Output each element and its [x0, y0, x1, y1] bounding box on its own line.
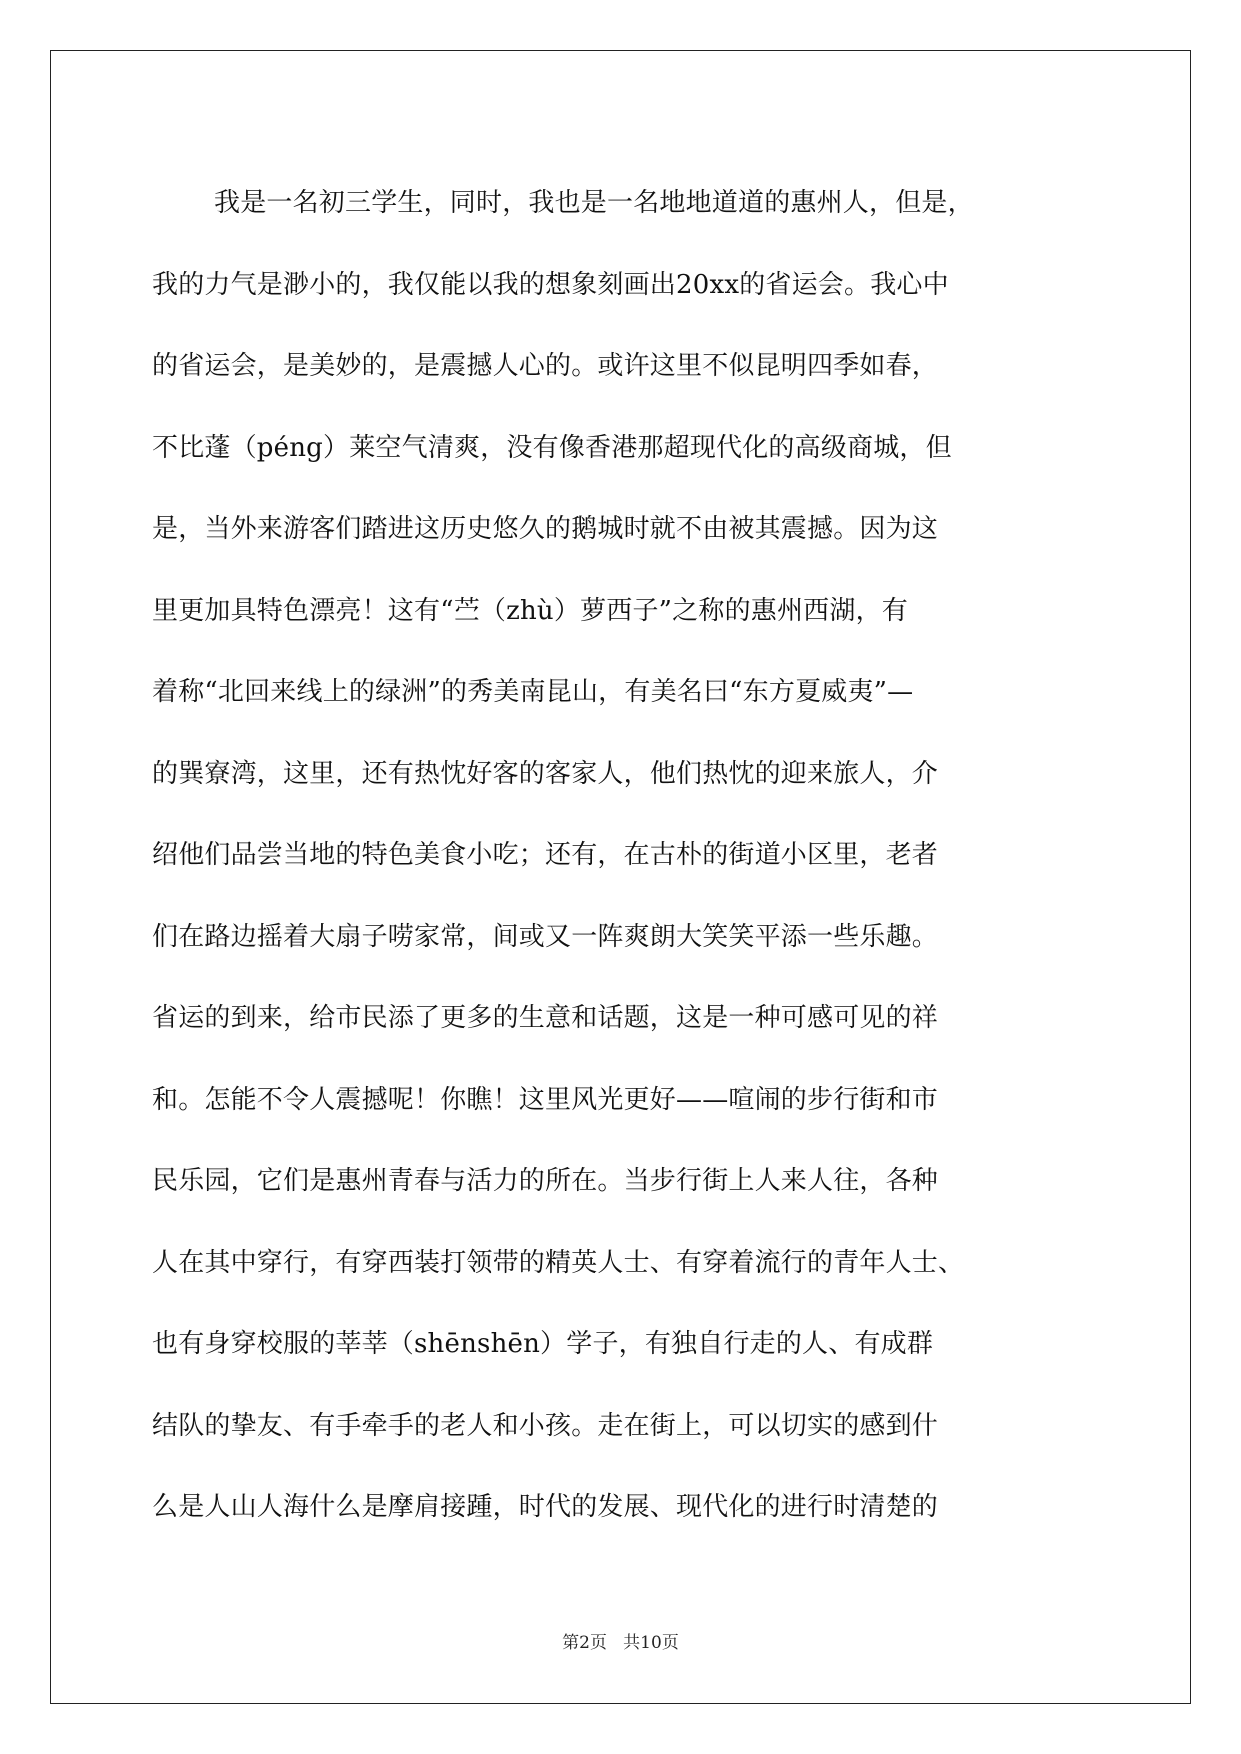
- paragraph-line: 里更加具特色漂亮！这有“苎（zhù）萝西子”之称的惠州西湖，有: [152, 595, 908, 626]
- paragraph-line: 是，当外来游客们踏进这历史悠久的鹅城时就不由被其震撼。因为这: [152, 514, 939, 544]
- paragraph-line: 也有身穿校服的莘莘（shēnshēn）学子，有独自行走的人、有成群: [152, 1329, 934, 1359]
- paragraph-line: 不比蓬（péng）莱空气清爽，没有像香港那超现代化的高级商城，但: [152, 432, 952, 463]
- page-number-footer: 第2页 共10页: [562, 1633, 679, 1653]
- paragraph-line: 的巽寮湾，这里，还有热忱好客的客家人，他们热忱的迎来旅人，介: [152, 758, 939, 789]
- paragraph-line: 的省运会，是美妙的，是震撼人心的。或许这里不似昆明四季如春，: [152, 351, 939, 381]
- paragraph-line: 我的力气是渺小的，我仅能以我的想象刻画出20xx的省运会。我心中: [152, 269, 949, 300]
- paragraph-line: 结队的挚友、有手牵手的老人和小孩。走在街上，可以切实的感到什: [152, 1410, 939, 1441]
- paragraph-line: 民乐园，它们是惠州青春与活力的所在。当步行街上人来人往，各种: [152, 1166, 939, 1196]
- paragraph-line: 我是一名初三学生，同时，我也是一名地地道道的惠州人，但是，: [214, 188, 974, 218]
- paragraph-line: 绍他们品尝当地的特色美食小吃；还有，在古朴的街道小区里，老者: [152, 840, 939, 870]
- paragraph-line: 省运的到来，给市民添了更多的生意和话题，这是一种可感可见的祥: [152, 1003, 939, 1033]
- document-body: [152, 163, 1110, 1549]
- paragraph-line: 么是人山人海什么是摩肩接踵，时代的发展、现代化的进行时清楚的: [152, 1492, 939, 1522]
- paragraph-line: 和。怎能不令人震撼呢！你瞧！这里风光更好——喧闹的步行街和市: [152, 1084, 939, 1115]
- paragraph-line: 们在路边摇着大扇子唠家常，间或又一阵爽朗大笑笑平添一些乐趣。: [152, 921, 939, 952]
- paragraph-line: 着称“北回来线上的绿洲”的秀美南昆山，有美名曰“东方夏威夷”—: [152, 677, 914, 707]
- paragraph-line: 人在其中穿行，有穿西装打领带的精英人士、有穿着流行的青年人士、: [152, 1247, 965, 1278]
